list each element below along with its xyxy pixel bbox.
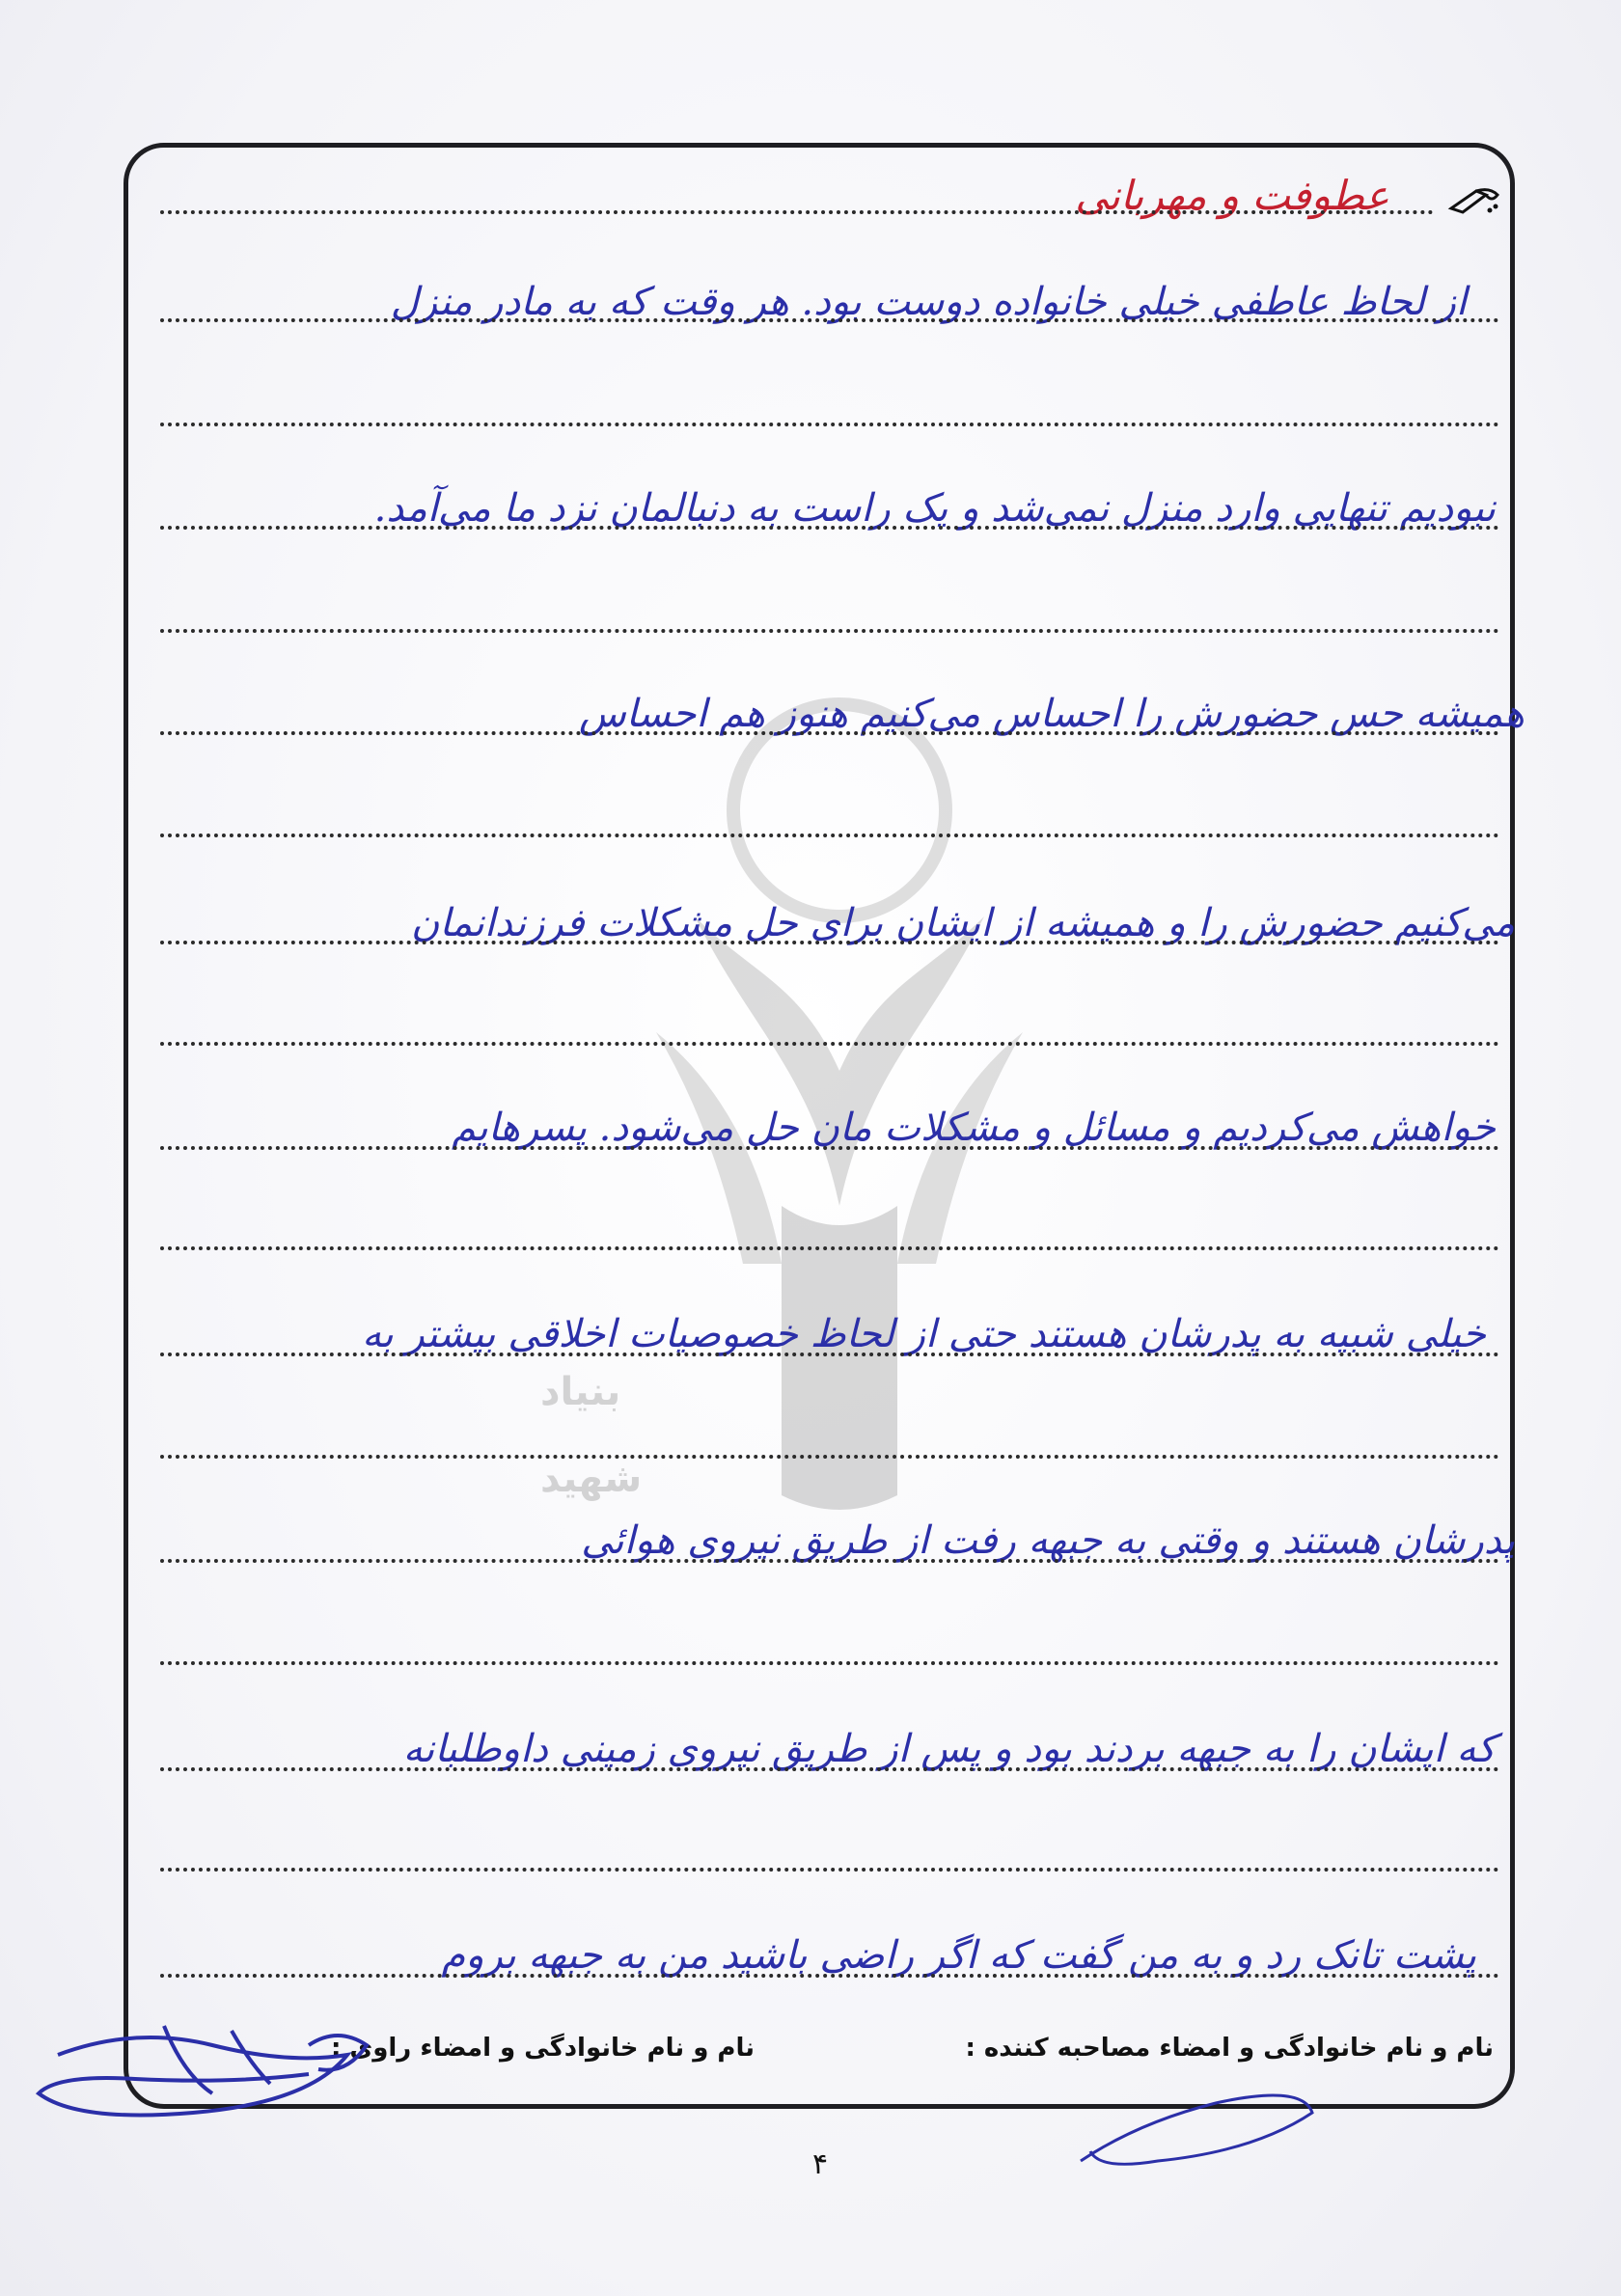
handwritten-line-6: خیلی شبیه به پدرشان هستند حتی از لحاظ خصوصیات اخلاقی بیشتر به: [362, 1312, 1486, 1356]
ruled-line: [160, 526, 1499, 530]
ruled-line: [160, 1559, 1499, 1563]
ruled-line: [160, 1767, 1499, 1771]
ruled-line: [160, 423, 1499, 426]
ruled-line: [160, 1146, 1499, 1150]
handwritten-line-7: پدرشان هستند و وقتی به جبهه رفت از طریق نیروی هوائی: [581, 1518, 1515, 1563]
ruled-line: [160, 1353, 1499, 1356]
ruled-line: [160, 1455, 1499, 1459]
handwritten-line-4: می‌کنیم حضورش را و همیشه از ایشان برای حل مشکلات فرزندانمان: [411, 901, 1515, 945]
handwritten-line-5: خواهش می‌کردیم و مسائل و مشکلات مان حل می‌شود. پسرهایم: [452, 1106, 1496, 1150]
ruled-line: [160, 1661, 1499, 1665]
interviewer-signature: [1061, 2064, 1351, 2180]
ruled-line: [160, 1868, 1499, 1872]
ruled-line: [160, 318, 1499, 322]
ruled-line: [160, 941, 1499, 944]
ruled-line: [160, 629, 1499, 633]
handwritten-line-8: که ایشان را به جبهه بردند بود و پس از طریق نیروی زمینی داوطلبانه: [402, 1727, 1496, 1771]
handwritten-line-1: از لحاظ عاطفی خیلی خانواده دوست بود. هر وقت که به مادر منزل: [390, 280, 1467, 324]
document-title: عطوفت و مهربانی: [1075, 172, 1389, 219]
watermark-word-1: بنیاد: [540, 1370, 621, 1414]
ruled-line: [160, 1974, 1499, 1978]
ruled-line: [160, 731, 1499, 735]
handwritten-line-9: پشت تانک رد و به من گفت که اگر راضی باشید من به جبهه بروم: [441, 1933, 1476, 1978]
watermark-word-2: شهید: [540, 1457, 643, 1501]
ruled-line: [160, 834, 1499, 837]
page-number: ۴: [811, 2147, 829, 2181]
narrator-signature: [19, 1987, 425, 2151]
pen-icon: [1447, 185, 1501, 214]
handwritten-line-2: نبودیم تنهایی وارد منزل نمی‌شد و یک راست به دنبالمان نزد ما می‌آمد.: [373, 486, 1496, 531]
interviewer-signature-label: نام و نام خانوادگی و امضاء مصاحبه کننده :: [965, 2034, 1494, 2063]
narrator-signature-label: نام و نام خانوادگی و امضاء راوی :: [330, 2034, 755, 2063]
ruled-line: [160, 1246, 1499, 1250]
handwritten-line-3: همیشه حس حضورش را احساس می‌کنیم هنوز هم احساس: [578, 692, 1525, 736]
ruled-line: [160, 1042, 1499, 1046]
ruled-line: [160, 210, 1434, 214]
